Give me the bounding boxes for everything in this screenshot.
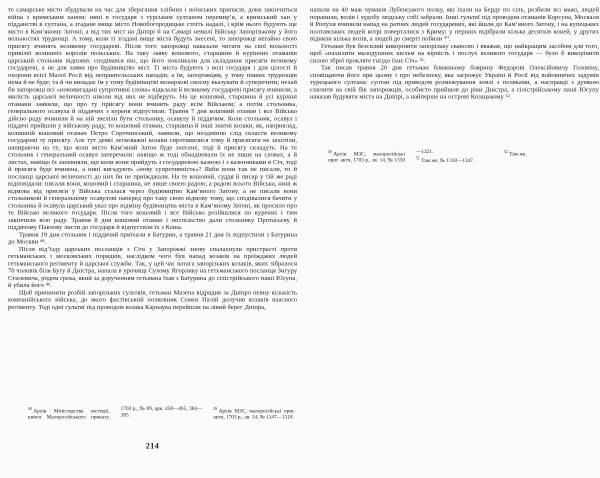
footnote-text: Там же.: [509, 151, 527, 157]
footnote-text: Архів МЗС, малоросійські ориг. акти, 1703 р., зв. 14, № 1350—1321.: [328, 149, 434, 164]
footnote-number: 51: [416, 155, 420, 161]
paragraph: Щоб припинити розбій запорізьких гультяїв, гетьман Мазепа відрядив за Дніпро певну кількість компанійського війська, до якого фастівський полковник Семен Палій долучив козаків власного регіменту. Тоді одні гультяї під проводом козака Карнаука перейшли на лівий берег Дніпра,: [8, 288, 297, 311]
page-number: 214: [145, 442, 160, 451]
footnote-number: 48: [28, 406, 32, 411]
paragraph: Після від’їзду царських посланців з Січі у Запоріжжі знову спалахнули пристрасті проти гетьманських і московських порядків, наслідком чого був напад козаків на проїжджих людей гетьманського регіменту й царської служби. Так, у цей час ватага запорізьких козаків, яких зібралося 70 чоловік біля Бугу й Дністра, напала в урочищі Сухому Ягорлику на гетьманського посланця Зигуру Стилевича, родом грека, який за дорученням гетьмана їхав з Батурина до сілістрійського паші Юсупа, й убила його ⁴⁹.: [8, 244, 297, 289]
footnote-number: 52: [504, 149, 508, 154]
footnote-number: 49: [213, 406, 218, 411]
footnote-text: Там же, № 1318—1347.: [421, 157, 475, 164]
footnote-number: 50: [328, 149, 332, 154]
left-footnotes: [28, 406, 295, 421]
footnote: [213, 406, 295, 421]
footnote-text: Архів Міністерства юстиції, книги Малоросійського приказу, 1703 р., № 89, арк. 458—465, 384—385.: [28, 406, 203, 421]
paragraph: Гетьман був безсилий викорінити запорізьку сваволю і вважав, що найкращим засобом для того, щоб «нахилити малодушних шельм на вірність і послух великого государя — було б викорінити силою зброї прокляте гніздо їхнє Січ» ⁵¹.: [310, 41, 599, 64]
footnote: [504, 149, 581, 158]
footnote-text: Архів МЗС, малоросійські ориг. акти, 1703 р., зв. 14, № 1347—1318.: [213, 408, 295, 421]
right-footnotes: [328, 149, 581, 164]
paragraph: Так писав травня 20 дня гетьман ближньому боярину Федорові Олексійовичу Головіну, сповіщаючи його при цьому і про небезпеку, яка загрожує Україні й Росії від войовничих задумів турецького султана: султан під приводом розмежування землі з поляками, а насправді з думкою схилити на свій бік запорожців, особисто прийшов до ріки Дністра, а сілістрійському паші Юсупу наказав будувати міста на Дніпрі, а найперше на острові Козацькому ⁵².: [310, 63, 599, 100]
footnote: [28, 406, 202, 421]
footnote: [416, 155, 493, 164]
right-text-column: [310, 6, 599, 100]
paragraph: напали на 40 маж чумаків Лубенського полку, які їхали на Берду по сіль, розбили всі мажі, людей поранили, волів і худобу людську собі забрали. Інші гультяї під проводом отаманів Корсуна, Москаля й Ропухи вчинили напад на ратних людей государевих, які йшли до Кам’яного Затону, і на купецьких полтавських людей котрі поверталися з Криму; у перших відібрали кілька десятків коней, у других відняли кілька возів, а людей до смерті побили ⁵⁰.: [310, 5, 599, 42]
paragraph: Травня 19 дня стольник і піддячий приїхали в Батурин, а травня 21 дня їх відпустили з Батурина до Москви ⁴⁸.: [8, 230, 297, 245]
paragraph: те самарське місто збудували на час для зберігання хлібних і воїнських припасів, доки закінчиться війна з кримським ханом; нині в государя з турським султаном перемир’я, а кримський хан у підданстві в султана, а згадане вище місто Новобогородицьке стоїть надалі, і крім нього будують ще місто в Кам’яному Затоні; а від тих міст на Дніпрі й на Самарі немалі Війську Запорізькому у його вольностях труднощі. А тому, коли ті згадані вище міста будуть знесені, то запорожці негайно свою присягу вчинять великому государеві. Після того запорожці наказали читати на свої вольності привілеї колишніх королів польських. На таку заяву кошового, старшини й курінних отаманів царський стольник відповів: сподівався він, що його покликали для складання присяги великому государеві, а не для заяви про будівництво міст. Ті міста будують з волі государя і для цілості й охорони всієї Малої Росії від неприятельських нападів; а їм, запорожцям, у тому ніяких труднощів нема й не буде; та й чи випадає їм у тому будівництві монархові своєму вказувати й суперечити; нехай би запорожці всі «нововигадані супротивні слова» відклали й великому государеві присягу вчинили, а милість царської величності ніколи від них не відберуть. На це кошовий, старшина й усі курінні отамани заявили, що про ту присягу вони вчинять раду всім Військом; а потім стольника, генерального осавула й піддячих з куреня відпустили. Травня 7 дня кошовий отаман і все Військо дійсно раду вчинили й на ній звеліли бути стольнику, осавулу й піддячим. Коли стольник, осавул і піддячі прийшли у військову раду, то кошовий отаман, старшина й інші знатні козаки, як, наприклад, колишній кошовий отаман Петро Сорочинський, заявили, що неодмінно слід скласти великому государеві ту присягу. Але тут деякі легковажні козаки спротивилися тому й присягати не захотіли, напираючи на те, що коли місто Кам’яний Затон буде знесене, тоді й присягу складуть. На те стольник і генеральний осавул заперечили: навіщо ж тоді обнадіювали їх не лише на словах, а й листах, навіщо їх запевняли, що коли вони прийдуть з государевою казною і з казенниками в Січ, тоді й присяга буде вчинена, а нині вигадують «нову супротивність»? Якби вони так не писали, то й посланці царської величності до них би не приїжджали. На те кошовий, суддя й писар у тій же раді відповідали: писали вони, кошовий і старшина, не лише своєю радою, а радою всього Війська, нині ж відмова від присяги у Війська сталася через будівництво Кам’яного Затону, а не писали вони стольникові й генеральному осавулові наперед про таку свою відмову тому, що сподівалися бачити у стольника й осавула царський указ про відміну будівництва міста в Кам’яному Затоні, як просило про те Військо великого государя. Після того кошовий і все Військо розійшлися по куренях і тим закінчили всю раду. Травня 8 дня кошовий отаман і поспільство дали стольнику Протасьєву й піддячому Павлову листи до государя й відпустили їх з Коша.: [8, 5, 297, 231]
left-text-column: [8, 6, 297, 311]
